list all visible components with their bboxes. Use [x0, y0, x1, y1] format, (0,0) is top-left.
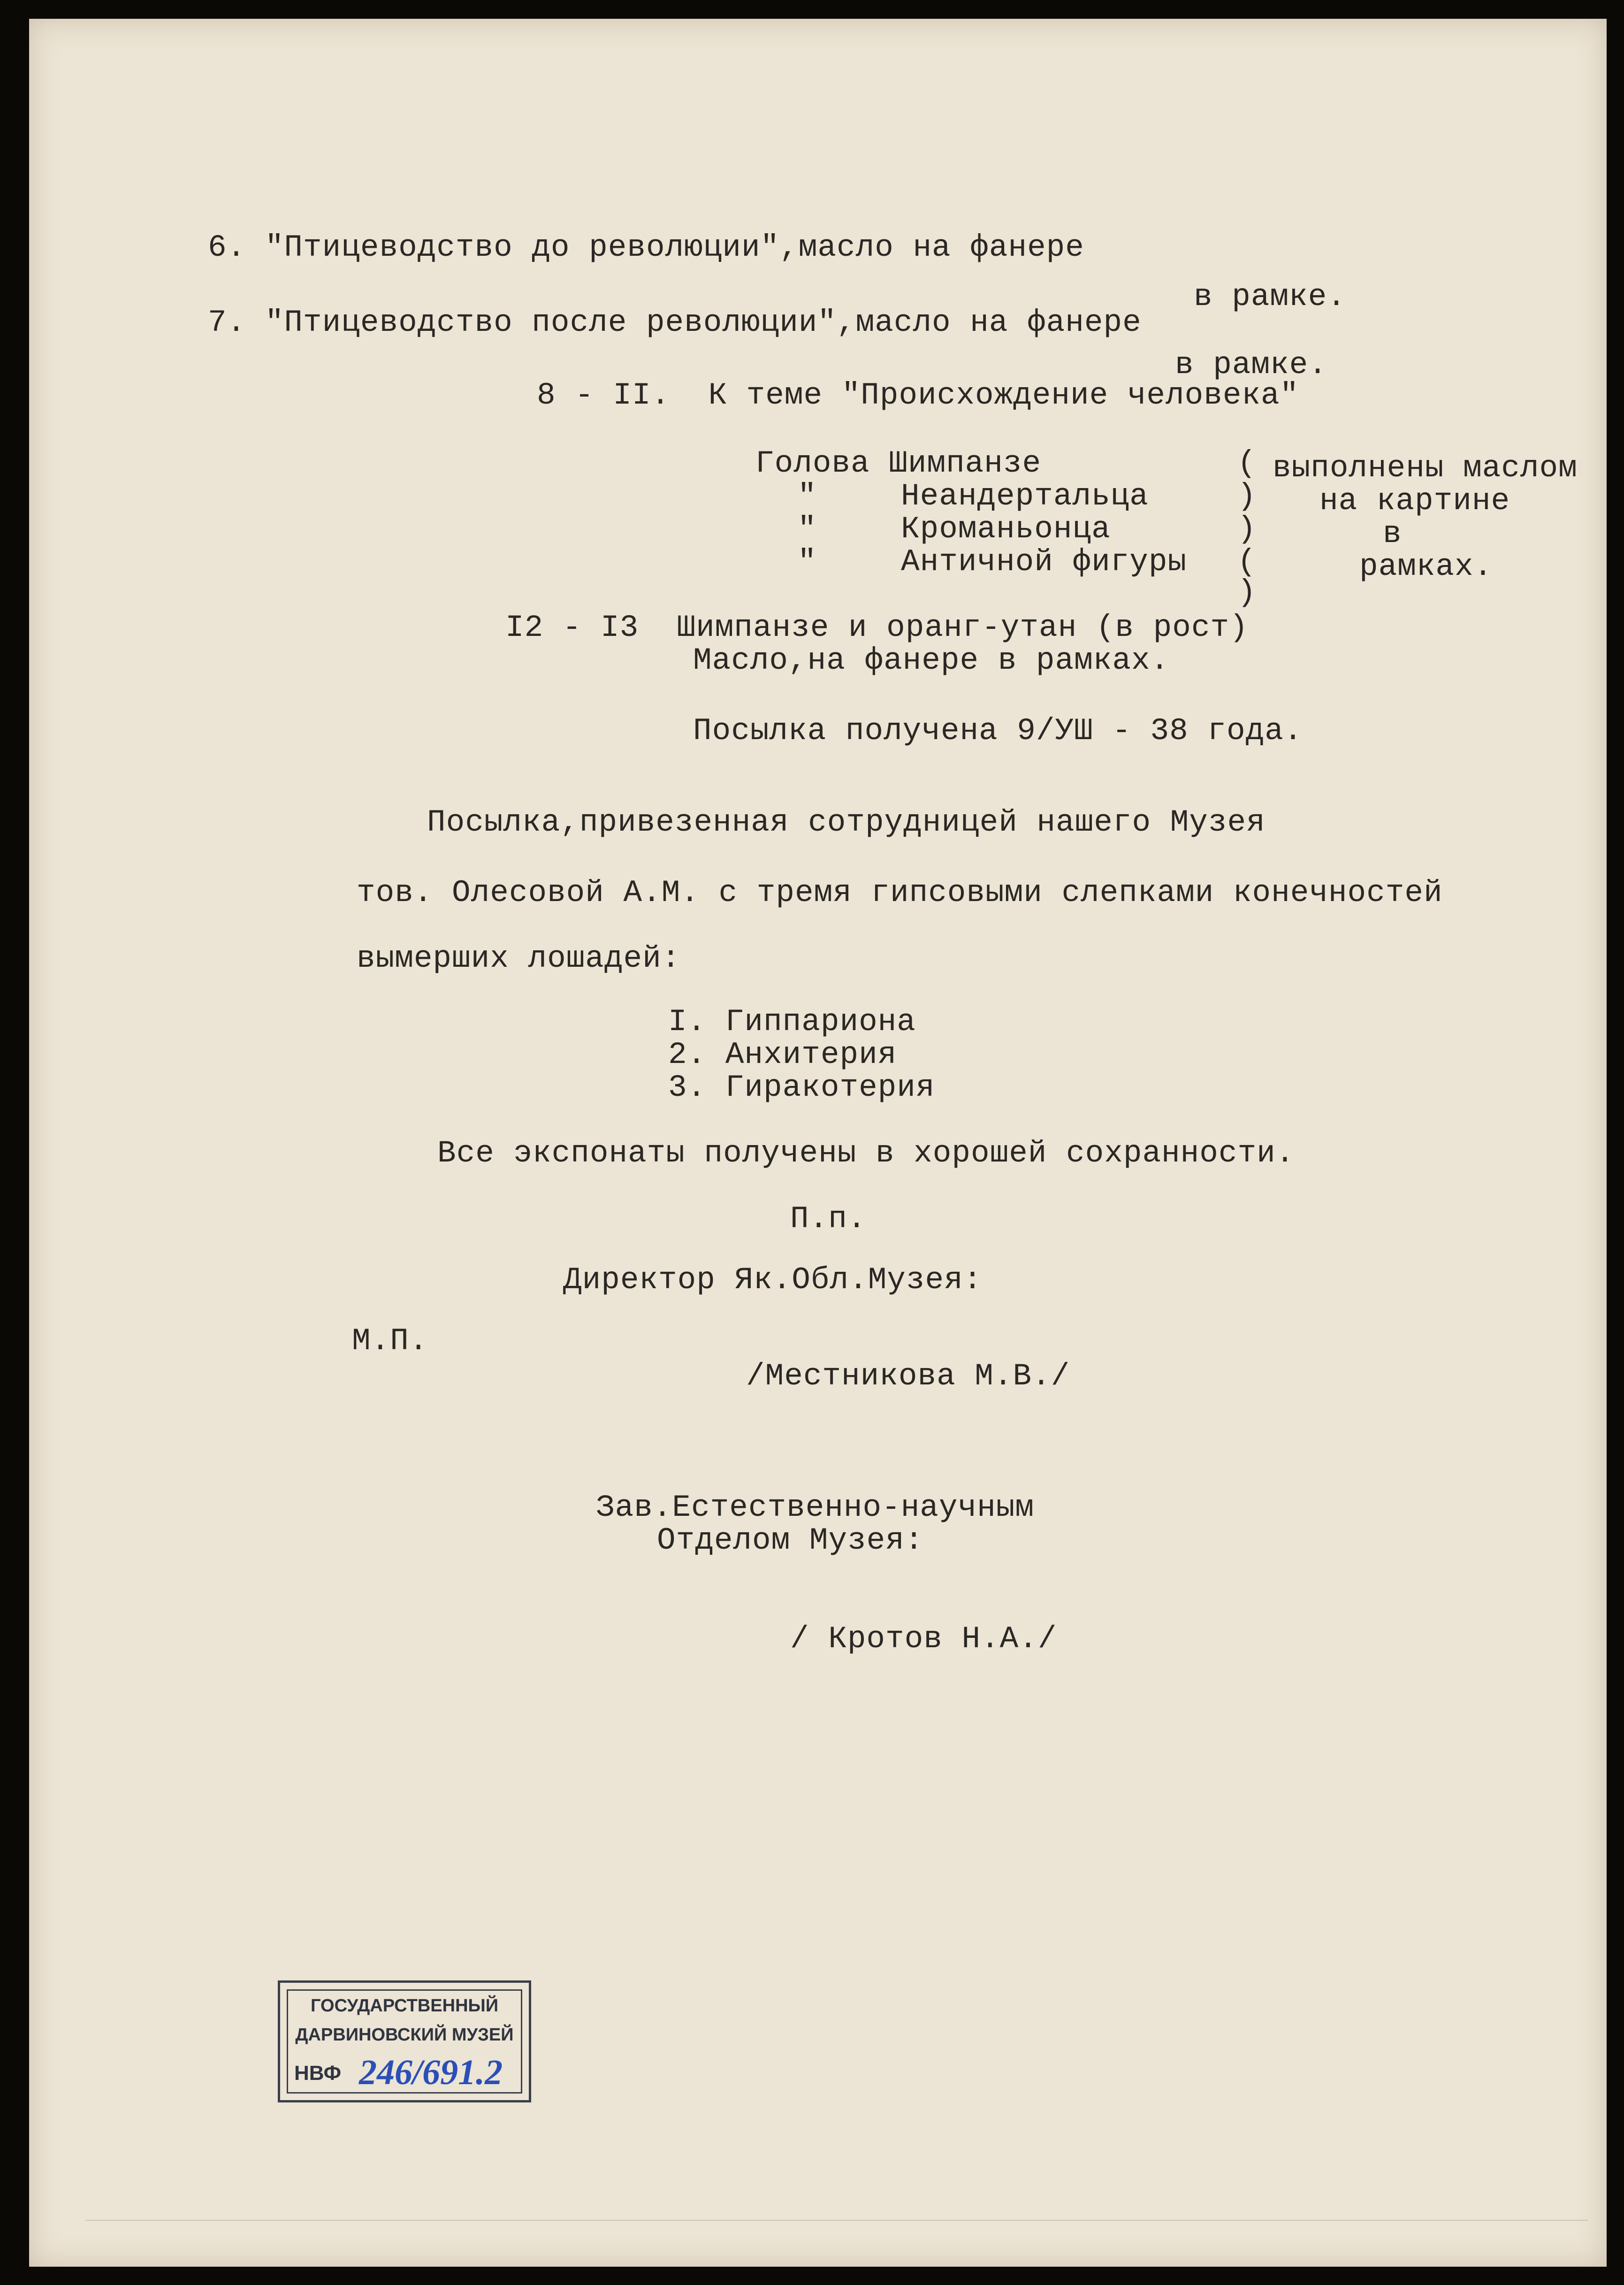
heads-row-1: Голова Шимпанзе — [755, 446, 1042, 481]
parcel-received: Посылка получена 9/УШ - 38 года. — [693, 713, 1303, 749]
bracket: ( — [1237, 544, 1257, 580]
director-name: /Местникова М.В./ — [746, 1359, 1070, 1394]
head-title-line-2: Отделом Музея: — [657, 1523, 924, 1558]
bracket: ( — [1237, 446, 1257, 481]
heads-note-4: рамках. — [1359, 549, 1493, 584]
signature-pp: П.п. — [790, 1201, 867, 1237]
stamp-handwritten-number: 246/691.2 — [359, 2053, 503, 2092]
heads-note-3: в — [1383, 516, 1402, 551]
condition-note: Все экспонаты получены в хорошей сохранности. — [437, 1136, 1295, 1171]
heads-note-2: на картине — [1319, 483, 1510, 519]
item-6-continuation: в рамке. — [1194, 279, 1346, 314]
heads-note-1: выполнены маслом — [1273, 451, 1578, 486]
item-12-13: I2 - I3 Шимпанзе и оранг-утан (в рост) — [505, 610, 1249, 645]
parcel-2-line-1: Посылка,привезенная сотрудницей нашего Музея — [427, 805, 1266, 840]
heads-row-3: Кроманьонца — [901, 512, 1111, 547]
parcel-2-line-3: вымерших лошадей: — [357, 941, 681, 976]
heads-row-2: Неандертальца — [901, 479, 1149, 514]
horse-item-1: I. Гиппариона — [668, 1004, 916, 1039]
bracket: ) — [1237, 512, 1257, 547]
bracket: ) — [1237, 479, 1257, 514]
item-7-continuation: в рамке. — [1175, 347, 1327, 382]
museum-inventory-stamp — [278, 1980, 531, 2102]
parcel-2-line-2: тов. Олесовой А.М. с тремя гипсовыми слепками конечностей — [357, 875, 1443, 910]
head-name: / Кротов Н.А./ — [790, 1621, 1057, 1657]
stamp-line-1: ГОСУДАРСТВЕННЫЙ — [310, 1996, 499, 2016]
item-8: 8 - II. К теме "Происхождение человека" — [537, 378, 1299, 413]
item-12-13-continuation: Масло,на фанере в рамках. — [693, 643, 1170, 678]
item-6: 6. "Птицеводство до революции",масло на фанере — [208, 230, 1084, 265]
stamp-line-2: ДАРВИНОВСКИЙ МУЗЕЙ — [295, 2025, 514, 2045]
ditto-mark: " — [798, 479, 817, 514]
heads-row-4: Античной фигуры — [901, 544, 1187, 580]
item-7: 7. "Птицеводство после революции",масло на фанере — [208, 305, 1142, 340]
seal-place: М.П. — [352, 1323, 428, 1359]
bracket: ) — [1237, 575, 1257, 610]
head-title-line-1: Зав.Естественно-научным — [596, 1490, 1034, 1525]
director-title: Директор Як.Обл.Музея: — [563, 1262, 983, 1298]
ditto-mark: " — [798, 512, 817, 547]
document-page — [29, 19, 1607, 2267]
horse-item-3: 3. Гиракотерия — [668, 1070, 935, 1105]
ditto-mark: " — [798, 544, 817, 580]
horse-item-2: 2. Анхитерия — [668, 1037, 897, 1072]
stamp-code: НВФ — [294, 2062, 342, 2085]
